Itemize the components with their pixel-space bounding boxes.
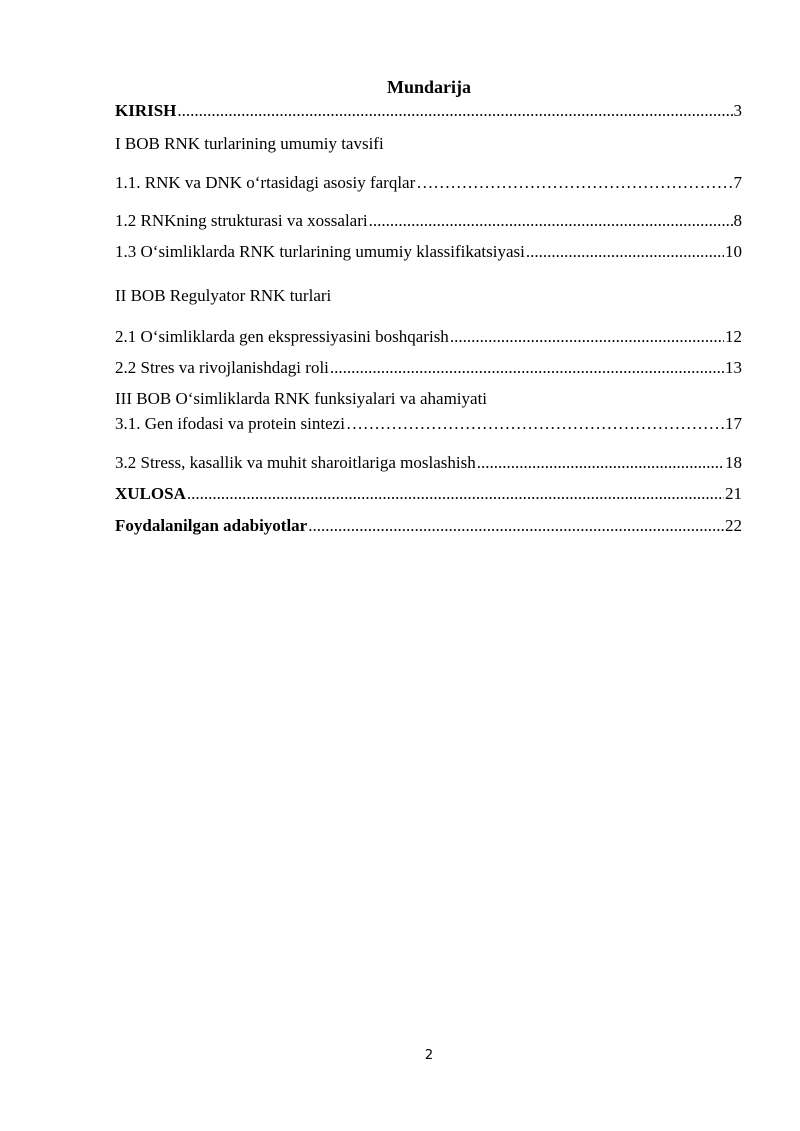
page-number: 2	[424, 1048, 434, 1063]
toc-entry-1-1[interactable]	[115, 172, 742, 194]
dot-leader	[416, 172, 732, 194]
toc-entry-3-2[interactable]	[115, 452, 742, 474]
dot-leader	[330, 357, 724, 379]
dot-leader	[526, 241, 724, 263]
toc-entry-adabiyotlar[interactable]	[115, 515, 742, 537]
toc-entry-label: 3.1. Gen ifodasi va protein sintezi	[115, 414, 345, 433]
toc-entry-label: XULOSA	[115, 484, 186, 503]
toc-entry-3-1[interactable]	[115, 413, 742, 435]
dot-leader	[346, 413, 724, 435]
toc-entry-kirish[interactable]	[115, 100, 742, 122]
toc-entry-xulosa[interactable]	[115, 483, 742, 505]
toc-entry-label: 2.1 O‘simliklarda gen ekspressiyasini boshqarish	[115, 327, 449, 346]
toc-entry-2-1[interactable]	[115, 326, 742, 348]
toc-entry-label: 1.2 RNKning strukturasi va xossalari	[115, 211, 368, 230]
toc-entry-page: 22	[725, 516, 742, 535]
toc-chapter-2[interactable]: II BOB Regulyator RNK turlari	[115, 286, 332, 305]
toc-entry-label: Foydalanilgan adabiyotlar	[115, 516, 308, 535]
toc-entry-1-2[interactable]	[115, 210, 742, 232]
dot-leader	[450, 326, 724, 348]
dot-leader	[187, 483, 724, 505]
toc-entry-page: 8	[733, 211, 742, 230]
toc-entry-page: 3	[733, 101, 742, 120]
toc-entry-label: 2.2 Stres va rivojlanishdagi roli	[115, 358, 329, 377]
dot-leader	[477, 452, 724, 474]
toc-entry-2-2[interactable]	[115, 357, 742, 379]
dot-leader	[369, 210, 733, 232]
toc-entry-page: 13	[725, 358, 742, 377]
toc-entry-label: 1.3 O‘simliklarda RNK turlarining umumiy klassifikatsiyasi	[115, 242, 525, 261]
toc-entry-label: 3.2 Stress, kasallik va muhit sharoitlariga moslashish	[115, 453, 476, 472]
toc-title: Mundarija	[386, 77, 471, 97]
toc-entry-page: 12	[725, 327, 742, 346]
toc-entry-page: 17	[725, 414, 742, 433]
toc-chapter-3[interactable]: III BOB O‘simliklarda RNK funksiyalari va ahamiyati	[115, 389, 488, 408]
toc-entry-label: 1.1. RNK va DNK o‘rtasidagi asosiy farqlar	[115, 173, 416, 192]
dot-leader	[177, 100, 732, 122]
toc-entry-page: 10	[725, 242, 742, 261]
toc-entry-1-3[interactable]	[115, 241, 742, 263]
dot-leader	[308, 515, 724, 537]
toc-entry-label: KIRISH	[115, 101, 177, 120]
toc-entry-page: 7	[733, 173, 742, 192]
toc-entry-page: 21	[725, 484, 742, 503]
toc-chapter-1[interactable]: I BOB RNK turlarining umumiy tavsifi	[115, 134, 384, 153]
toc-entry-page: 18	[725, 453, 742, 472]
